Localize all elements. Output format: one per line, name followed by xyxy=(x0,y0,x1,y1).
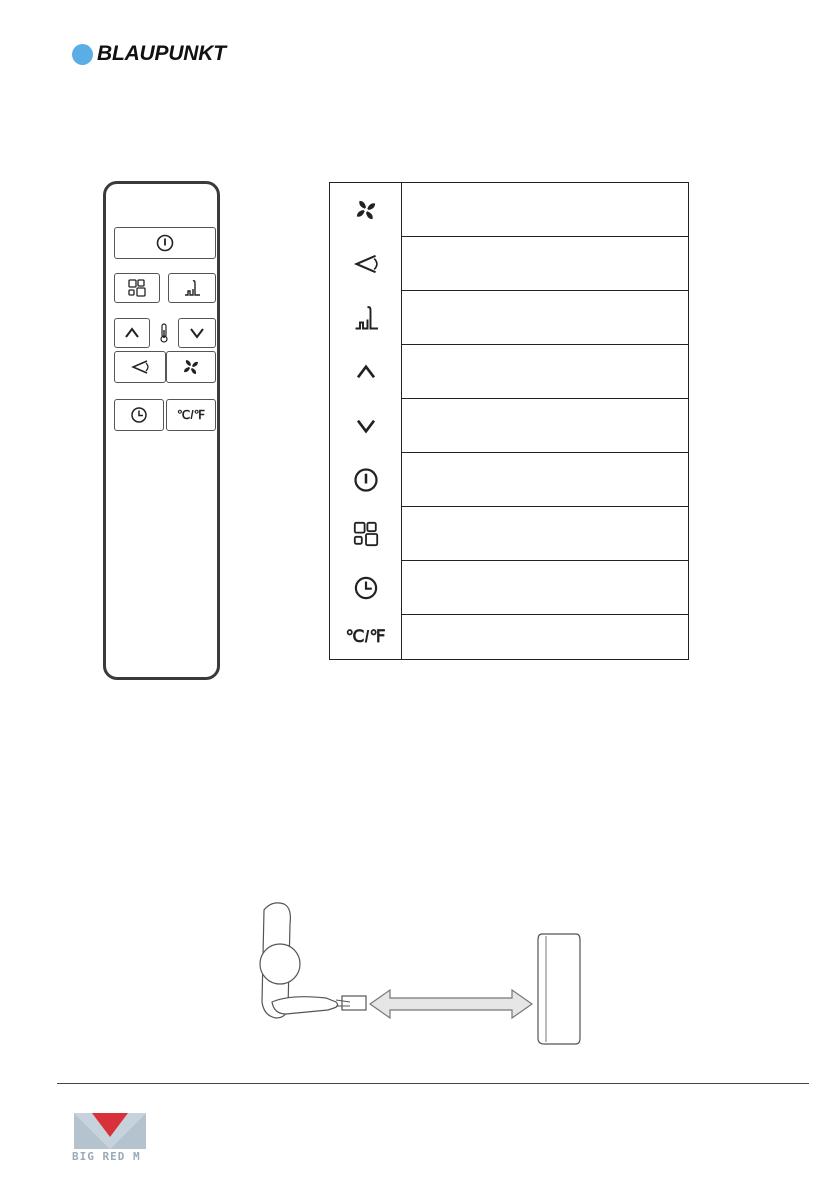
clock-icon xyxy=(353,575,379,601)
remote-swing-button[interactable] xyxy=(114,351,166,383)
legend-row-temp-down xyxy=(330,399,688,453)
brand-name: BLAUPUNKT xyxy=(97,42,226,65)
clock-icon xyxy=(130,406,148,424)
signal-double-arrow xyxy=(370,990,532,1018)
legend-row-power xyxy=(330,453,688,507)
mode-icon xyxy=(127,278,147,298)
mode-icon xyxy=(352,520,380,548)
chevron-down-icon xyxy=(188,324,206,342)
remote-temp-down-button[interactable] xyxy=(178,318,216,348)
legend-row-unit xyxy=(330,615,688,659)
legend-description xyxy=(410,399,680,453)
legend-description xyxy=(410,345,680,399)
legend-description xyxy=(410,561,680,615)
power-icon xyxy=(155,233,175,253)
fan-icon xyxy=(353,197,379,223)
legend-icon-cell xyxy=(330,237,401,291)
remote-control xyxy=(103,181,220,680)
celsius-fahrenheit-icon: ℃/℉ xyxy=(345,627,386,646)
remote-dehumidify-button[interactable] xyxy=(168,273,216,303)
remote-power-button[interactable] xyxy=(114,227,216,259)
legend-icon-cell xyxy=(330,399,401,453)
brand-logo xyxy=(72,40,226,68)
power-icon xyxy=(352,466,380,494)
footer-logo-text: BIG RED M xyxy=(72,1150,141,1163)
forearm-shape xyxy=(272,997,338,1014)
legend-icon-cell xyxy=(330,507,401,561)
legend-icon-cell xyxy=(330,291,401,345)
legend-description xyxy=(410,291,680,345)
remote-unit-button[interactable] xyxy=(166,399,216,431)
legend-row-swing xyxy=(330,237,688,291)
chevron-up-icon xyxy=(352,360,380,384)
button-legend-table xyxy=(329,182,689,660)
remote-thermometer-indicator xyxy=(150,318,178,348)
dehumidify-icon xyxy=(182,278,202,298)
legend-row-fan xyxy=(330,183,688,237)
remote-usage-illustration xyxy=(250,898,590,1050)
legend-icon-cell xyxy=(330,561,401,615)
legend-row-dehumidify xyxy=(330,291,688,345)
remote-unit-label: ℃/℉ xyxy=(176,408,206,422)
swing-icon xyxy=(129,358,151,376)
legend-description xyxy=(410,237,680,291)
legend-description xyxy=(410,453,680,507)
legend-row-timer xyxy=(330,561,688,615)
legend-row-mode xyxy=(330,507,688,561)
thermometer-icon xyxy=(158,322,170,344)
remote-temp-up-button[interactable] xyxy=(114,318,150,348)
big-red-m-logo xyxy=(70,1107,150,1177)
brand-dot-icon xyxy=(72,44,93,65)
swing-icon xyxy=(351,251,381,277)
remote-timer-button[interactable] xyxy=(114,399,164,431)
footer-divider xyxy=(57,1083,809,1084)
legend-icon-cell xyxy=(330,183,401,237)
ac-unit-shape xyxy=(538,934,580,1044)
remote-fan-button[interactable] xyxy=(166,351,216,383)
dehumidify-icon xyxy=(351,303,381,333)
legend-icon-cell xyxy=(330,615,401,659)
legend-description xyxy=(410,507,680,561)
remote-mode-button[interactable] xyxy=(114,273,160,303)
chevron-down-icon xyxy=(352,414,380,438)
remote-in-hand xyxy=(342,996,366,1010)
legend-description xyxy=(410,615,680,659)
shoulder-shape xyxy=(260,944,300,984)
legend-icon-cell xyxy=(330,345,401,399)
legend-description xyxy=(410,183,680,237)
chevron-up-icon xyxy=(123,324,141,342)
fan-icon xyxy=(181,357,201,377)
legend-icon-cell xyxy=(330,453,401,507)
legend-row-temp-up xyxy=(330,345,688,399)
